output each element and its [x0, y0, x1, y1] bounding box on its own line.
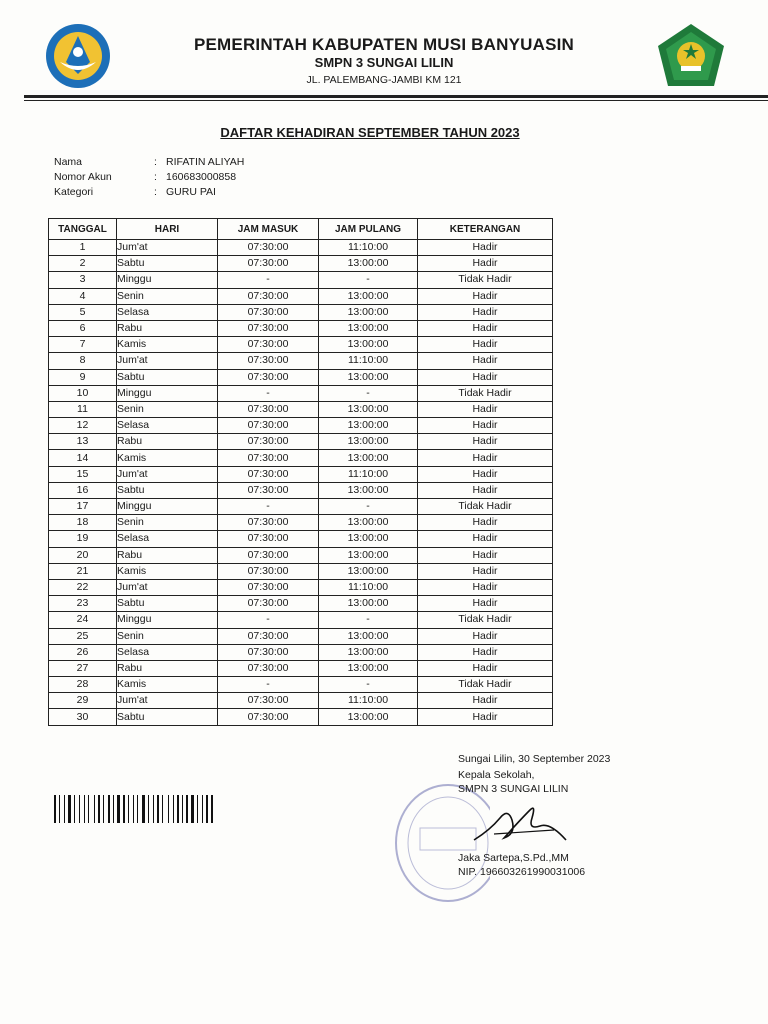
document-title: DAFTAR KEHADIRAN SEPTEMBER TAHUN 2023 [220, 125, 520, 140]
cell-remark: Hadir [418, 369, 553, 385]
cell-time-out: - [319, 677, 418, 693]
info-value: RIFATIN ALIYAH [166, 156, 245, 168]
info-label: Nomor Akun [54, 171, 112, 183]
cell-day: Sabtu [117, 596, 218, 612]
table-row [49, 434, 553, 450]
cell-time-in: 07:30:00 [218, 418, 319, 434]
cell-time-in: 07:30:00 [218, 579, 319, 595]
cell-time-out: 13:00:00 [319, 531, 418, 547]
barcode [54, 795, 242, 823]
cell-time-out: 13:00:00 [319, 644, 418, 660]
cell-time-out: 13:00:00 [319, 482, 418, 498]
header-divider-thin [24, 100, 768, 101]
cell-time-out: - [319, 385, 418, 401]
cell-date: 17 [49, 499, 117, 515]
cell-time-out: - [319, 272, 418, 288]
cell-day: Senin [117, 288, 218, 304]
cell-time-in: 07:30:00 [218, 482, 319, 498]
table-row [49, 709, 553, 725]
cell-date: 25 [49, 628, 117, 644]
cell-date: 9 [49, 369, 117, 385]
cell-day: Kamis [117, 563, 218, 579]
cell-time-out: 11:10:00 [319, 353, 418, 369]
cell-day: Sabtu [117, 709, 218, 725]
cell-date: 24 [49, 612, 117, 628]
cell-remark: Hadir [418, 482, 553, 498]
cell-day: Minggu [117, 499, 218, 515]
cell-remark: Hadir [418, 304, 553, 320]
cell-remark: Hadir [418, 353, 553, 369]
cell-date: 4 [49, 288, 117, 304]
cell-time-out: 11:10:00 [319, 579, 418, 595]
table-row [49, 385, 553, 401]
cell-date: 2 [49, 256, 117, 272]
cell-remark: Hadir [418, 563, 553, 579]
cell-time-out: 13:00:00 [319, 515, 418, 531]
cell-remark: Hadir [418, 450, 553, 466]
cell-time-out: - [319, 499, 418, 515]
cell-day: Sabtu [117, 256, 218, 272]
principal-signature [470, 800, 570, 852]
cell-date: 30 [49, 709, 117, 725]
cell-day: Senin [117, 401, 218, 417]
cell-day: Selasa [117, 304, 218, 320]
cell-time-in: 07:30:00 [218, 450, 319, 466]
cell-time-in: - [218, 612, 319, 628]
cell-remark: Tidak Hadir [418, 385, 553, 401]
cell-remark: Hadir [418, 693, 553, 709]
cell-time-in: 07:30:00 [218, 515, 319, 531]
cell-time-in: - [218, 272, 319, 288]
cell-day: Senin [117, 628, 218, 644]
cell-time-in: - [218, 385, 319, 401]
cell-date: 28 [49, 677, 117, 693]
info-row-account: Nomor Akun : 160683000858 [54, 171, 244, 186]
cell-remark: Hadir [418, 434, 553, 450]
cell-time-in: 07:30:00 [218, 240, 319, 256]
cell-day: Jum'at [117, 466, 218, 482]
info-value: 160683000858 [166, 171, 237, 183]
cell-time-out: 11:10:00 [319, 466, 418, 482]
cell-date: 21 [49, 563, 117, 579]
cell-date: 22 [49, 579, 117, 595]
cell-date: 5 [49, 304, 117, 320]
cell-day: Jum'at [117, 693, 218, 709]
cell-date: 13 [49, 434, 117, 450]
signature-school: SMPN 3 SUNGAI LILIN [458, 783, 569, 795]
header-time-in: JAM MASUK [218, 219, 319, 240]
table-row [49, 515, 553, 531]
cell-remark: Hadir [418, 256, 553, 272]
cell-day: Kamis [117, 677, 218, 693]
school-address: JL. PALEMBANG-JAMBI KM 121 [306, 74, 462, 86]
cell-day: Selasa [117, 531, 218, 547]
cell-time-out: 13:00:00 [319, 320, 418, 336]
cell-remark: Hadir [418, 596, 553, 612]
cell-remark: Hadir [418, 644, 553, 660]
cell-time-out: 13:00:00 [319, 628, 418, 644]
table-row [49, 531, 553, 547]
cell-time-in: 07:30:00 [218, 693, 319, 709]
cell-day: Jum'at [117, 579, 218, 595]
cell-date: 3 [49, 272, 117, 288]
cell-time-in: 07:30:00 [218, 304, 319, 320]
table-header-row [49, 219, 553, 240]
cell-time-out: 13:00:00 [319, 288, 418, 304]
cell-remark: Tidak Hadir [418, 677, 553, 693]
cell-remark: Hadir [418, 466, 553, 482]
teacher-info [54, 156, 244, 201]
table-row [49, 353, 553, 369]
government-title: PEMERINTAH KABUPATEN MUSI BANYUASIN [193, 35, 575, 54]
signature-position: Kepala Sekolah, [458, 769, 535, 781]
table-row [49, 499, 553, 515]
cell-day: Sabtu [117, 482, 218, 498]
cell-date: 16 [49, 482, 117, 498]
signature-place-date: Sungai Lilin, 30 September 2023 [458, 753, 611, 765]
school-name: SMPN 3 SUNGAI LILIN [314, 55, 454, 70]
cell-remark: Tidak Hadir [418, 612, 553, 628]
cell-time-out: 13:00:00 [319, 434, 418, 450]
cell-remark: Tidak Hadir [418, 499, 553, 515]
header-remark: KETERANGAN [418, 219, 553, 240]
header-day: HARI [117, 219, 218, 240]
cell-time-out: 13:00:00 [319, 401, 418, 417]
cell-time-in: 07:30:00 [218, 401, 319, 417]
cell-remark: Hadir [418, 628, 553, 644]
table-row [49, 596, 553, 612]
table-row [49, 563, 553, 579]
cell-time-out: - [319, 612, 418, 628]
cell-time-out: 13:00:00 [319, 418, 418, 434]
cell-remark: Hadir [418, 337, 553, 353]
cell-time-in: 07:30:00 [218, 337, 319, 353]
table-row [49, 418, 553, 434]
cell-day: Rabu [117, 434, 218, 450]
cell-remark: Hadir [418, 288, 553, 304]
cell-remark: Hadir [418, 660, 553, 676]
cell-date: 14 [49, 450, 117, 466]
cell-time-in: 07:30:00 [218, 434, 319, 450]
table-row [49, 547, 553, 563]
cell-remark: Hadir [418, 709, 553, 725]
cell-time-out: 13:00:00 [319, 709, 418, 725]
table-row [49, 677, 553, 693]
cell-date: 23 [49, 596, 117, 612]
cell-time-out: 11:10:00 [319, 240, 418, 256]
table-row [49, 644, 553, 660]
cell-time-out: 11:10:00 [319, 693, 418, 709]
cell-remark: Hadir [418, 531, 553, 547]
cell-date: 8 [49, 353, 117, 369]
cell-time-out: 13:00:00 [319, 563, 418, 579]
table-row [49, 272, 553, 288]
info-row-name: Nama : RIFATIN ALIYAH [54, 156, 244, 171]
cell-time-in: - [218, 499, 319, 515]
cell-time-out: 13:00:00 [319, 304, 418, 320]
table-row [49, 628, 553, 644]
cell-day: Kamis [117, 337, 218, 353]
table-row [49, 482, 553, 498]
cell-time-in: 07:30:00 [218, 353, 319, 369]
table-row [49, 612, 553, 628]
cell-day: Selasa [117, 644, 218, 660]
cell-day: Minggu [117, 385, 218, 401]
cell-remark: Hadir [418, 320, 553, 336]
cell-date: 19 [49, 531, 117, 547]
cell-time-in: 07:30:00 [218, 644, 319, 660]
cell-day: Minggu [117, 272, 218, 288]
table-row [49, 256, 553, 272]
table-row [49, 240, 553, 256]
table-row [49, 401, 553, 417]
cell-date: 29 [49, 693, 117, 709]
cell-day: Rabu [117, 547, 218, 563]
cell-remark: Tidak Hadir [418, 272, 553, 288]
cell-day: Selasa [117, 418, 218, 434]
cell-date: 27 [49, 660, 117, 676]
cell-date: 12 [49, 418, 117, 434]
table-row [49, 288, 553, 304]
cell-time-in: 07:30:00 [218, 660, 319, 676]
table-row [49, 693, 553, 709]
info-row-category: Kategori : GURU PAI [54, 186, 244, 201]
header-time-out: JAM PULANG [319, 219, 418, 240]
cell-time-out: 13:00:00 [319, 256, 418, 272]
cell-remark: Hadir [418, 418, 553, 434]
cell-remark: Hadir [418, 515, 553, 531]
cell-time-in: 07:30:00 [218, 563, 319, 579]
cell-time-in: 07:30:00 [218, 628, 319, 644]
cell-day: Rabu [117, 320, 218, 336]
principal-nip: NIP. 196603261990031006 [458, 866, 586, 878]
cell-time-in: 07:30:00 [218, 256, 319, 272]
header-date: TANGGAL [49, 219, 117, 240]
cell-remark: Hadir [418, 547, 553, 563]
info-label: Kategori [54, 186, 94, 198]
cell-remark: Hadir [418, 401, 553, 417]
cell-time-in: 07:30:00 [218, 466, 319, 482]
table-row [49, 660, 553, 676]
header-divider-thick [24, 95, 768, 98]
cell-date: 6 [49, 320, 117, 336]
cell-date: 20 [49, 547, 117, 563]
cell-day: Sabtu [117, 369, 218, 385]
cell-time-out: 13:00:00 [319, 450, 418, 466]
cell-day: Kamis [117, 450, 218, 466]
cell-time-out: 13:00:00 [319, 547, 418, 563]
table-row [49, 304, 553, 320]
cell-time-in: 07:30:00 [218, 320, 319, 336]
cell-day: Jum'at [117, 353, 218, 369]
attendance-table [48, 218, 553, 726]
table-row [49, 466, 553, 482]
cell-time-out: 13:00:00 [319, 369, 418, 385]
cell-day: Rabu [117, 660, 218, 676]
table-row [49, 369, 553, 385]
cell-date: 11 [49, 401, 117, 417]
cell-day: Minggu [117, 612, 218, 628]
cell-day: Senin [117, 515, 218, 531]
info-value: GURU PAI [166, 186, 216, 198]
cell-date: 15 [49, 466, 117, 482]
cell-time-in: 07:30:00 [218, 531, 319, 547]
cell-date: 1 [49, 240, 117, 256]
cell-time-in: - [218, 677, 319, 693]
cell-time-in: 07:30:00 [218, 288, 319, 304]
table-row [49, 337, 553, 353]
cell-time-in: 07:30:00 [218, 369, 319, 385]
cell-time-in: 07:30:00 [218, 709, 319, 725]
cell-time-out: 13:00:00 [319, 596, 418, 612]
principal-name: Jaka Sartepa,S.Pd.,MM [458, 852, 569, 864]
cell-day: Jum'at [117, 240, 218, 256]
cell-remark: Hadir [418, 579, 553, 595]
cell-time-out: 13:00:00 [319, 660, 418, 676]
cell-time-in: 07:30:00 [218, 547, 319, 563]
cell-remark: Hadir [418, 240, 553, 256]
table-row [49, 450, 553, 466]
cell-date: 18 [49, 515, 117, 531]
table-row [49, 579, 553, 595]
cell-time-in: 07:30:00 [218, 596, 319, 612]
cell-date: 10 [49, 385, 117, 401]
cell-date: 26 [49, 644, 117, 660]
cell-time-out: 13:00:00 [319, 337, 418, 353]
info-label: Nama [54, 156, 83, 168]
table-row [49, 320, 553, 336]
cell-date: 7 [49, 337, 117, 353]
